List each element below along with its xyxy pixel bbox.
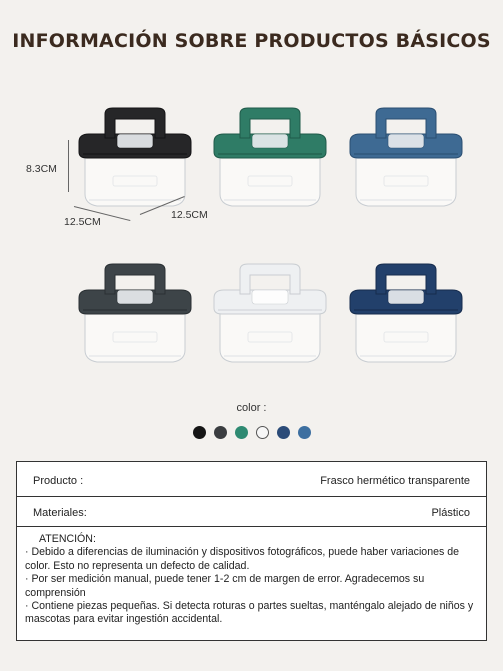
color-label: color : (236, 402, 267, 414)
color-swatch[interactable] (277, 426, 290, 439)
container-white (210, 260, 330, 370)
color-swatch[interactable] (214, 426, 227, 439)
height-dimension-line (68, 140, 69, 192)
divider (17, 526, 486, 527)
divider (17, 496, 486, 497)
materials-value: Plástico (431, 507, 470, 519)
product-row (17, 475, 486, 487)
product-value: Frasco hermético transparente (320, 475, 470, 487)
page-title: INFORMACIÓN SOBRE PRODUCTOS BÁSICOS (12, 30, 491, 52)
note-item: · Contiene piezas pequeñas. Si detecta roturas o partes sueltas, manténgalo alejado de niños y mascotas para evitar ingestión accidental. (25, 600, 474, 626)
product-label: Producto : (33, 475, 84, 487)
container-green (210, 104, 330, 214)
attention-notes (25, 533, 480, 627)
attention-title: ATENCIÓN: (39, 533, 96, 545)
depth-dimension-label: 12.5CM (171, 209, 208, 221)
width-dimension-label: 12.5CM (64, 216, 101, 228)
color-swatch[interactable] (193, 426, 206, 439)
height-dimension-label: 8.3CM (26, 163, 57, 175)
container-navy (346, 260, 466, 370)
materials-row (17, 507, 486, 519)
container-blue (346, 104, 466, 214)
color-swatches (0, 426, 503, 439)
info-box (16, 461, 487, 641)
note-item: · Por ser medición manual, puede tener 1-2 cm de margen de error. Agradecemos su comprensión (25, 573, 425, 599)
materials-label: Materiales: (33, 507, 87, 519)
container-black (75, 104, 195, 214)
note-item: · Debido a diferencias de iluminación y dispositivos fotográficos, puede haber variaciones de color. Esto no representa un defecto de calidad. (25, 546, 460, 572)
color-swatch[interactable] (298, 426, 311, 439)
color-swatch[interactable] (256, 426, 269, 439)
container-gray (75, 260, 195, 370)
color-swatch[interactable] (235, 426, 248, 439)
